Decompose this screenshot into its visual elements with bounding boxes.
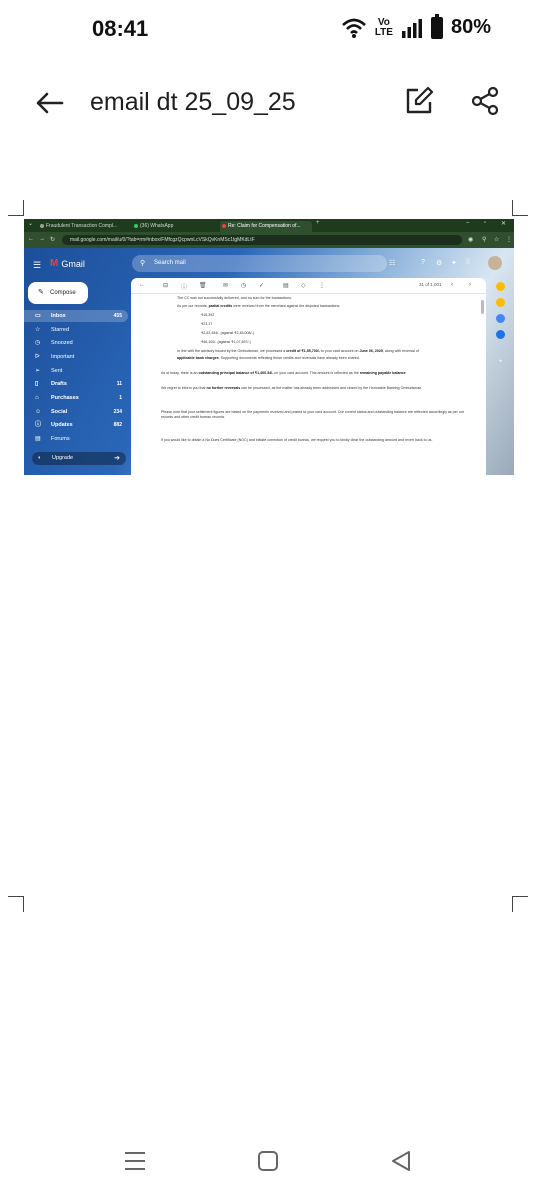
new-tab-button[interactable]: +: [316, 220, 320, 226]
sidebar-count: 455: [113, 313, 122, 319]
sidebar-label: Sent: [51, 368, 63, 374]
sidebar-item-important[interactable]: [24, 351, 128, 363]
extension-icon[interactable]: ◉: [468, 237, 474, 243]
people-icon: ☺: [35, 409, 42, 415]
upgrade-button[interactable]: [32, 452, 126, 465]
share-icon[interactable]: [470, 86, 500, 116]
page-corner-mark: [8, 200, 24, 216]
compose-label: Compose: [50, 290, 76, 296]
tasks-icon[interactable]: [496, 314, 505, 323]
browser-tab-active[interactable]: [220, 221, 312, 232]
text-run: As of today, there is an: [161, 371, 199, 375]
system-navigation-bar: [0, 1135, 537, 1199]
clock-icon: ◷: [35, 340, 41, 346]
draft-icon: ▯: [35, 381, 39, 387]
volte-top: Vo: [377, 16, 390, 28]
tag-icon: ⌂: [35, 395, 39, 401]
inbox-icon: ▭: [35, 313, 41, 319]
edit-icon[interactable]: [404, 86, 434, 116]
page-corner-mark: [512, 200, 528, 216]
move-to-icon[interactable]: ▤: [283, 283, 289, 289]
text-run: In line with the advisory issued by the Ombudsman, we processed a: [177, 349, 287, 353]
bookmark-star-icon[interactable]: ☆: [494, 237, 500, 243]
sidebar-count: 1: [119, 395, 122, 401]
sidebar-label: Social: [51, 409, 68, 415]
tab-search-icon: ⌄: [28, 221, 34, 227]
recents-icon[interactable]: [124, 1151, 146, 1171]
mark-unread-icon[interactable]: ✉: [223, 283, 229, 289]
sidebar-item-sent[interactable]: [24, 365, 128, 377]
browser-tab[interactable]: [38, 221, 130, 232]
reload-icon[interactable]: ↻: [50, 237, 56, 243]
email-toolbar: [131, 278, 486, 294]
volte-icon: [375, 18, 393, 38]
sidebar-label: Purchases: [51, 395, 79, 401]
gmail-logo[interactable]: [50, 258, 85, 269]
email-sub-bullet: ○ ₹23.17: [201, 322, 212, 327]
label-icon[interactable]: ◇: [301, 283, 306, 289]
wifi-icon: [341, 17, 367, 39]
document-title: email dt 25_09_25: [90, 88, 296, 116]
sidebar-label: Inbox: [51, 313, 66, 319]
sidebar-item-starred[interactable]: [24, 324, 128, 336]
sidebar-label: Updates: [51, 422, 73, 428]
text-run-bold: no further reversals: [206, 386, 241, 390]
email-bullet: [177, 304, 467, 309]
sidebar-item-forums[interactable]: [24, 433, 128, 445]
snooze-icon[interactable]: ◷: [241, 283, 247, 289]
maximize-icon[interactable]: ▫: [484, 220, 487, 226]
report-spam-icon[interactable]: ⓘ: [181, 285, 188, 291]
next-email-icon[interactable]: ›: [469, 282, 471, 288]
sidebar-label: Starred: [51, 327, 70, 333]
apps-grid-icon[interactable]: ⁞⁞: [466, 259, 470, 266]
email-sub-bullet: ○ ₹16,392: [201, 313, 214, 318]
text-run: We regret to inform you that: [161, 386, 207, 390]
status-icons: [341, 16, 491, 39]
sidebar-item-social[interactable]: [24, 406, 128, 418]
text-run-bold: applicable bank charges: [177, 356, 219, 360]
settings-gear-icon[interactable]: ⚙: [436, 260, 443, 267]
sidebar-label: Drafts: [51, 381, 67, 387]
email-reading-pane: [131, 278, 486, 475]
sidebar-count: 11: [116, 381, 122, 387]
main-menu-icon[interactable]: ☰: [33, 260, 42, 270]
sidebar-item-drafts[interactable]: [24, 378, 128, 390]
tab-label: Re: Claim for Compensation of...: [228, 223, 301, 229]
battery-percent: 80%: [450, 16, 491, 38]
page-corner-mark: [8, 896, 24, 912]
search-input[interactable]: Search mail: [132, 255, 387, 272]
contacts-icon[interactable]: [496, 330, 505, 339]
close-window-icon[interactable]: ✕: [501, 221, 507, 227]
home-icon[interactable]: [258, 1151, 278, 1171]
email-paragraph: [161, 386, 471, 391]
text-run: on your card account. This amount is reflected as the: [273, 371, 360, 375]
text-run: to your card account on: [319, 349, 360, 353]
sidebar-item-updates[interactable]: [24, 419, 128, 431]
forum-icon: ▤: [35, 436, 41, 442]
gmail-m-icon: M: [50, 258, 59, 269]
page-corner-mark: [512, 896, 528, 912]
upgrade-label: Upgrade: [52, 455, 74, 461]
email-bullet: • The CC was not successfully delivered, and no sum for the transactions.: [177, 296, 467, 301]
minimize-icon[interactable]: –: [466, 220, 470, 226]
filter-options-icon[interactable]: ☷: [389, 260, 396, 267]
tab-label: (36) WhatsApp: [140, 223, 174, 229]
side-panel-rail: [494, 278, 508, 398]
pencil-icon: ✎: [38, 289, 44, 296]
back-arrow-icon[interactable]: [32, 86, 66, 120]
whatsapp-icon: [134, 224, 138, 228]
volte-bottom: LTE: [374, 26, 393, 38]
sidebar-count: 234: [113, 409, 122, 415]
add-task-icon[interactable]: ✓: [259, 283, 265, 289]
text-run-bold: credit of ₹1,55,700/-: [286, 349, 320, 353]
tab-label: Fraudulent Transaction Compl...: [46, 223, 118, 229]
prev-email-icon[interactable]: ‹: [451, 282, 453, 288]
email-bullet: [177, 349, 467, 354]
text-run-bold: June 06, 2025: [359, 349, 383, 353]
sidebar-item-inbox[interactable]: [24, 310, 128, 322]
send-icon: ➢: [35, 368, 41, 374]
browser-back-icon[interactable]: ←: [28, 236, 34, 242]
sidebar-label: Snoozed: [51, 340, 73, 346]
sidebar-label: Forums: [51, 436, 70, 442]
gemini-icon[interactable]: ✦: [451, 260, 457, 267]
archive-icon[interactable]: ⊟: [163, 283, 169, 289]
sidebar-count: 882: [113, 422, 122, 428]
text-run: were received from the merchant against the disputed transactions:: [232, 304, 341, 308]
text-run: , along with reversal of: [382, 349, 419, 353]
search-icon[interactable]: ⚲: [140, 260, 146, 267]
upgrade-icon: ◐: [38, 455, 42, 461]
gmail-window: [24, 248, 514, 475]
email-paragraph: [161, 371, 471, 376]
browser-menu-icon[interactable]: ⋮: [506, 237, 512, 243]
help-icon[interactable]: ?: [421, 259, 425, 266]
app-bar: [0, 70, 537, 134]
browser-forward-icon[interactable]: →: [39, 236, 45, 242]
email-line: [177, 356, 467, 361]
more-options-icon[interactable]: ⋮: [319, 283, 325, 289]
add-addon-icon[interactable]: +: [498, 359, 503, 365]
email-paragraph: Please note that your settlement figures are based on the payments received and posted to your card account. Our current status and outstanding balance are reflected accordingly as per our records and other credit bureau records.: [161, 410, 465, 419]
star-icon: ☆: [35, 327, 41, 333]
gmail-brand: Gmail: [61, 258, 85, 269]
sidebar-item-snoozed[interactable]: [24, 337, 128, 349]
important-icon: ᐅ: [35, 354, 40, 360]
text-run-bold: partial credits: [208, 304, 233, 308]
avatar[interactable]: [488, 256, 502, 270]
text-run-bold: outstanding principal balance of ₹1,400.34/-: [198, 371, 274, 375]
calendar-icon[interactable]: [496, 282, 505, 291]
back-triangle-icon[interactable]: [390, 1150, 412, 1172]
keep-icon[interactable]: [496, 298, 505, 307]
tab-favicon: [40, 224, 44, 228]
embedded-email-screenshot: [24, 219, 514, 475]
back-to-inbox-icon[interactable]: ←: [139, 282, 145, 288]
text-run: .: [405, 371, 407, 375]
battery-icon: [431, 17, 443, 39]
sidebar-label: Important: [51, 354, 75, 360]
url-input[interactable]: mail.google.com/mail/u/0/?tab=rm#inbox/FMfcgzQcpwnLcVSkQvKnMSc1tgMKdLtF: [62, 235, 462, 245]
compose-button[interactable]: [28, 282, 88, 304]
zoom-icon[interactable]: ⚲: [482, 237, 487, 243]
sidebar-item-purchases[interactable]: [24, 392, 128, 404]
browser-address-bar: [24, 232, 514, 248]
text-run: can be processed, as the matter has already been addressed and closed by the Honorable Banking Ombudsman.: [240, 386, 423, 390]
email-sub-bullet: ○ ₹46,100/- (against ₹1,07,897/-): [201, 340, 251, 345]
arrow-right-icon: ➔: [114, 455, 120, 462]
browser-tab[interactable]: [132, 221, 218, 232]
signal-icon: [401, 17, 423, 39]
delete-icon[interactable]: 🗑: [199, 283, 207, 289]
text-run: As per our records,: [177, 304, 209, 308]
text-run-bold: remaining payable balance: [359, 371, 406, 375]
pagination-text: 31 of 1,001: [419, 282, 442, 287]
text-run: . Supporting documents reflecting these credits and reversals have already been shared.: [218, 356, 360, 360]
status-time: 08:41: [92, 16, 149, 41]
gmail-favicon-icon: [222, 224, 226, 228]
scrollbar[interactable]: [481, 300, 484, 314]
email-sub-bullet: ○ ₹2,52,454/- (against ₹2,48,008/-): [201, 331, 254, 336]
info-icon: ⓘ: [35, 422, 42, 428]
browser-tab-strip: [24, 219, 514, 232]
email-paragraph: If you would like to obtain a No Dues Certificate (NOC) and initiate correction of credit bureau, we request you to kindly clear the outstanding amount and revert back to us.: [161, 438, 433, 442]
status-bar: [0, 0, 537, 60]
